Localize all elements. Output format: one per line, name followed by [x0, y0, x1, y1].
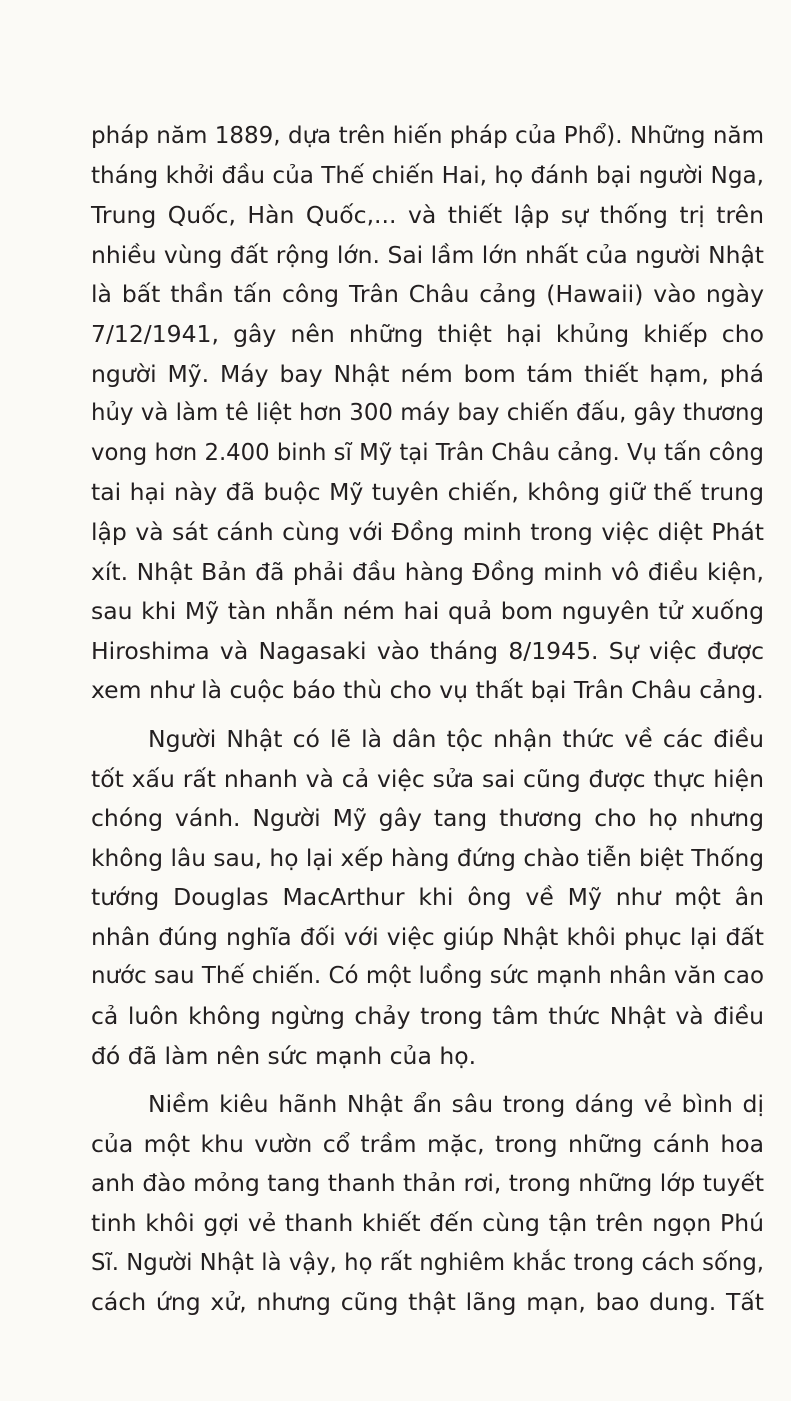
text-line: vong hơn 2.400 binh sĩ Mỹ tại Trân Châu cảng. Vụ tấn công [91, 439, 764, 466]
text-line: xem như là cuộc báo thù cho vụ thất bại Trân Châu cảng. [91, 676, 764, 705]
text-line: nước sau Thế chiến. Có một luồng sức mạnh nhân văn cao [91, 963, 764, 990]
text-line: Hiroshima và Nagasaki vào tháng 8/1945. Sự việc được [91, 636, 764, 665]
text-line: người Mỹ. Máy bay Nhật ném bom tám thiết hạm, phá [91, 359, 764, 388]
paragraph-1 [91, 117, 764, 711]
text-line: chóng vánh. Người Mỹ gây tang thương cho họ nhưng [91, 804, 764, 833]
text-line: tai hại này đã buộc Mỹ tuyên chiến, không giữ thế trung [91, 478, 764, 507]
text-line: xít. Nhật Bản đã phải đầu hàng Đồng minh vô điều kiện, [91, 557, 764, 586]
text-line: không lâu sau, họ lại xếp hàng đứng chào tiễn biệt Thống [91, 844, 764, 872]
text-line: tướng Douglas MacArthur khi ông về Mỹ như một ân [91, 883, 764, 912]
text-line: tinh khôi gợi vẻ thanh khiết đến cùng tận trên ngọn Phú [91, 1209, 764, 1238]
text-line: tháng khởi đầu của Thế chiến Hai, họ đánh bại người Nga, [91, 162, 764, 189]
text-line: anh đào mỏng tang thanh thản rơi, trong những lớp tuyết [91, 1169, 764, 1198]
text-line: nhân đúng nghĩa đối với việc giúp Nhật khôi phục lại đất [91, 922, 764, 951]
text-line: cách ứng xử, nhưng cũng thật lãng mạn, bao dung. Tất [91, 1288, 764, 1317]
text-line: tốt xấu rất nhanh và cả việc sửa sai cũng được thực hiện [91, 764, 764, 793]
paragraph-3 [91, 1085, 764, 1323]
text-line: pháp năm 1889, dựa trên hiến pháp của Phổ). Những năm [91, 123, 764, 149]
text-line: của một khu vườn cổ trầm mặc, trong những cánh hoa [91, 1129, 764, 1158]
text-line: hủy và làm tê liệt hơn 300 máy bay chiến đấu, gây thương [91, 400, 764, 427]
text-line: Sĩ. Người Nhật là vậy, họ rất nghiêm khắc trong cách sống, [91, 1249, 764, 1276]
text-line: đó đã làm nên sức mạnh của họ. [91, 1041, 477, 1070]
text-line: cả luôn không ngừng chảy trong tâm thức Nhật và điều [91, 1002, 764, 1031]
page-body-text [91, 117, 764, 1323]
text-line: nhiều vùng đất rộng lớn. Sai lầm lớn nhất của người Nhật [91, 240, 764, 269]
text-line: là bất thần tấn công Trân Châu cảng (Hawaii) vào ngày [91, 280, 764, 309]
text-line: sau khi Mỹ tàn nhẫn ném hai quả bom nguyên tử xuống [91, 597, 764, 626]
text-line: Người Nhật có lẽ là dân tộc nhận thức về các điều [148, 724, 764, 753]
text-line: 7/12/1941, gây nên những thiệt hại khủng khiếp cho [91, 319, 764, 348]
text-line: Niềm kiêu hãnh Nhật ẩn sâu trong dáng vẻ bình dị [148, 1090, 764, 1119]
text-line: lập và sát cánh cùng với Đồng minh trong việc diệt Phát [91, 517, 764, 546]
text-line: Trung Quốc, Hàn Quốc,... và thiết lập sự thống trị trên [91, 201, 764, 230]
paragraph-2 [91, 720, 764, 1076]
